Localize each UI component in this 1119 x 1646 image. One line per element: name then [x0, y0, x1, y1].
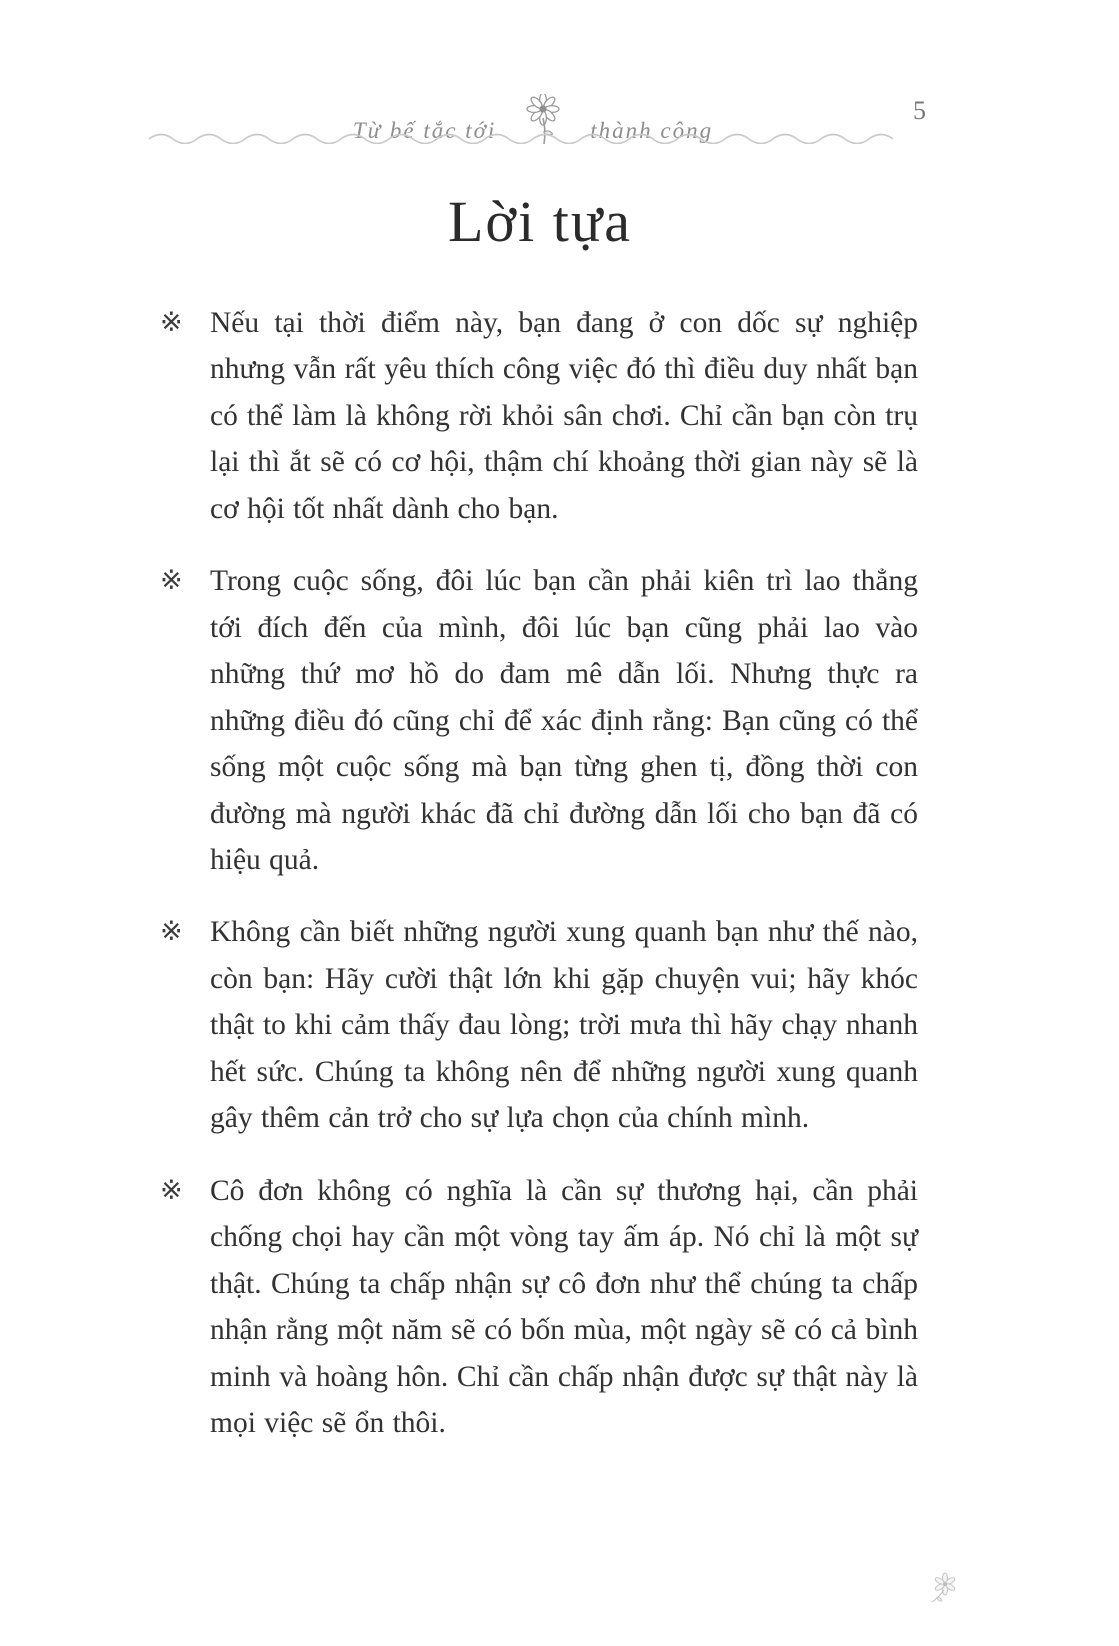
page-number: 5: [913, 96, 926, 125]
reference-mark-bullet: ※: [160, 307, 183, 338]
running-title-left: Từ bế tắc tới: [352, 118, 497, 143]
paragraph-text: Cô đơn không có nghĩa là cần sự thương hại, cần phải chống chọi hay cần một vòng tay ấm áp. Nó chỉ là một sự thật. Chúng ta chấp nhận sự cô đơn như thể chúng ta chấp nhận rằng một năm sẽ có bốn mùa, một ngày sẽ có cả bình minh và hoàng hôn. Chỉ cần chấp nhận được sự thật này là mọi việc sẽ ổn thôi.: [210, 1174, 918, 1439]
paragraph-text: Nếu tại thời điểm này, bạn đang ở con dốc sự nghiệp nhưng vẫn rất yêu thích công việc đó thì điều duy nhất bạn có thể làm là không rời khỏi sân chơi. Chỉ cần bạn còn trụ lại thì ắt sẽ có cơ hội, thậm chí khoảng thời gian này sẽ là cơ hội tốt nhất dành cho bạn.: [210, 307, 918, 525]
wavy-divider: [148, 130, 918, 144]
paragraph-text: Không cần biết những người xung quanh bạn như thế nào, còn bạn: Hãy cười thật lớn khi gặp chuyện vui; hãy khóc thật to khi cảm thấy đau lòng; trời mưa thì hãy chạy nhanh hết sức. Chúng ta không nên để những người xung quanh gây thêm cản trở cho sự lựa chọn của chính mình.: [210, 916, 918, 1135]
running-title-right: thành công: [590, 118, 714, 143]
paragraph-row: [160, 300, 918, 532]
flower-sprig-icon: [923, 1568, 959, 1608]
paragraph-row: [160, 558, 918, 883]
body-content: [160, 300, 918, 1472]
paragraph-text: Trong cuộc sống, đôi lúc bạn cần phải kiên trì lao thẳng tới đích đến của mình, đôi lúc bạn cũng phải lao vào những thứ mơ hồ do đam mê dẫn lối. Nhưng thực ra những điều đó cũng chỉ để xác định rằng: Bạn cũng có thể sống một cuộc sống mà bạn từng ghen tị, đồng thời con đường mà người khác đã chỉ đường dẫn lối cho bạn đã có hiệu quả.: [210, 565, 918, 876]
chapter-title: Lời tựa: [447, 189, 632, 254]
paragraph-row: [160, 909, 918, 1141]
reference-mark-bullet: ※: [160, 565, 183, 597]
paragraph-row: [160, 1168, 918, 1447]
reference-mark-bullet: ※: [160, 916, 183, 948]
reference-mark-bullet: ※: [160, 1174, 183, 1206]
